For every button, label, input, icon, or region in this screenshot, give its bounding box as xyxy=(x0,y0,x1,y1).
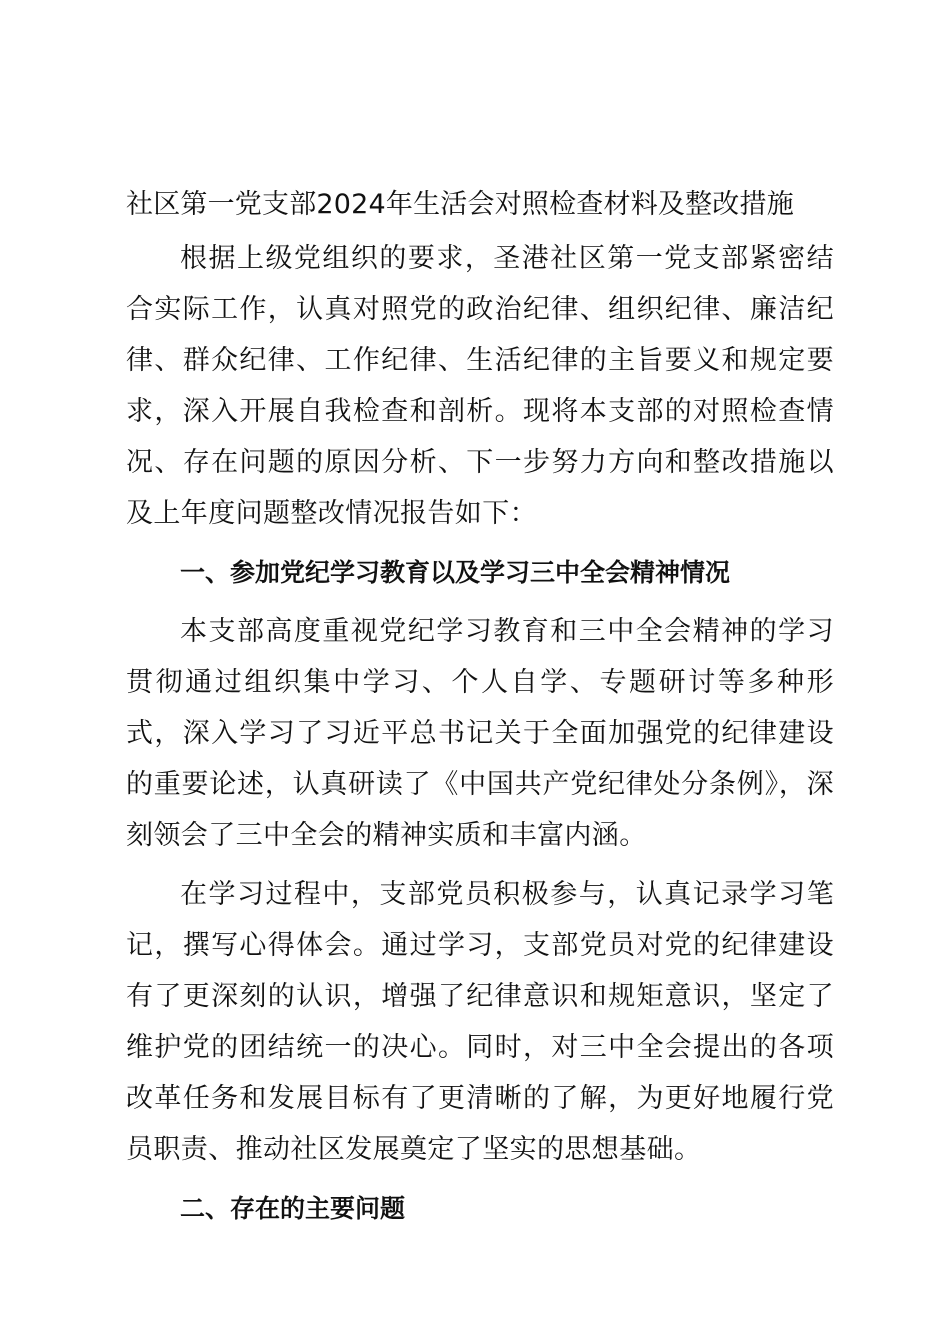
spacer xyxy=(126,861,834,869)
section1-paragraph-1: 本支部高度重视党纪学习教育和三中全会精神的学习贯彻通过组织集中学习、个人自学、专题研讨等多种形式，深入学习了习近平总书记关于全面加强党的纪律建设的重要论述，认真研读了《中国共产党纪律处分条例》，深刻领会了三中全会的精神实质和丰富内涵。 xyxy=(126,616,834,851)
section-heading-2: 二、存在的主要问题 xyxy=(180,1194,406,1223)
spacer xyxy=(126,539,834,547)
spacer xyxy=(126,598,834,606)
section1-paragraph-2: 在学习过程中，支部党员积极参与，认真记录学习笔记，撰写心得体会。通过学习，支部党员对党的纪律建设有了更深刻的认识，增强了纪律意识和规矩意识，坚定了维护党的团结统一的决心。同时，对三中全会提出的各项改革任务和发展目标有了更清晰的了解，为更好地履行党员职责、推动社区发展奠定了坚实的思想基础。 xyxy=(126,879,834,1165)
intro-paragraph: 根据上级党组织的要求，圣港社区第一党支部紧密结合实际工作，认真对照党的政治纪律、组织纪律、廉洁纪律、群众纪律、工作纪律、生活纪律的主旨要义和规定要求，深入开展自我检查和剖析。现将本支部的对照检查情况、存在问题的原因分析、下一步努力方向和整改措施以及上年度问题整改情况报告如下： xyxy=(126,243,834,529)
document-title: 社区第一党支部2024年生活会对照检查材料及整改措施 xyxy=(126,189,794,220)
spacer xyxy=(126,1175,834,1183)
section-heading-1: 一、参加党纪学习教育以及学习三中全会精神情况 xyxy=(180,558,731,587)
document-body xyxy=(126,177,834,1234)
